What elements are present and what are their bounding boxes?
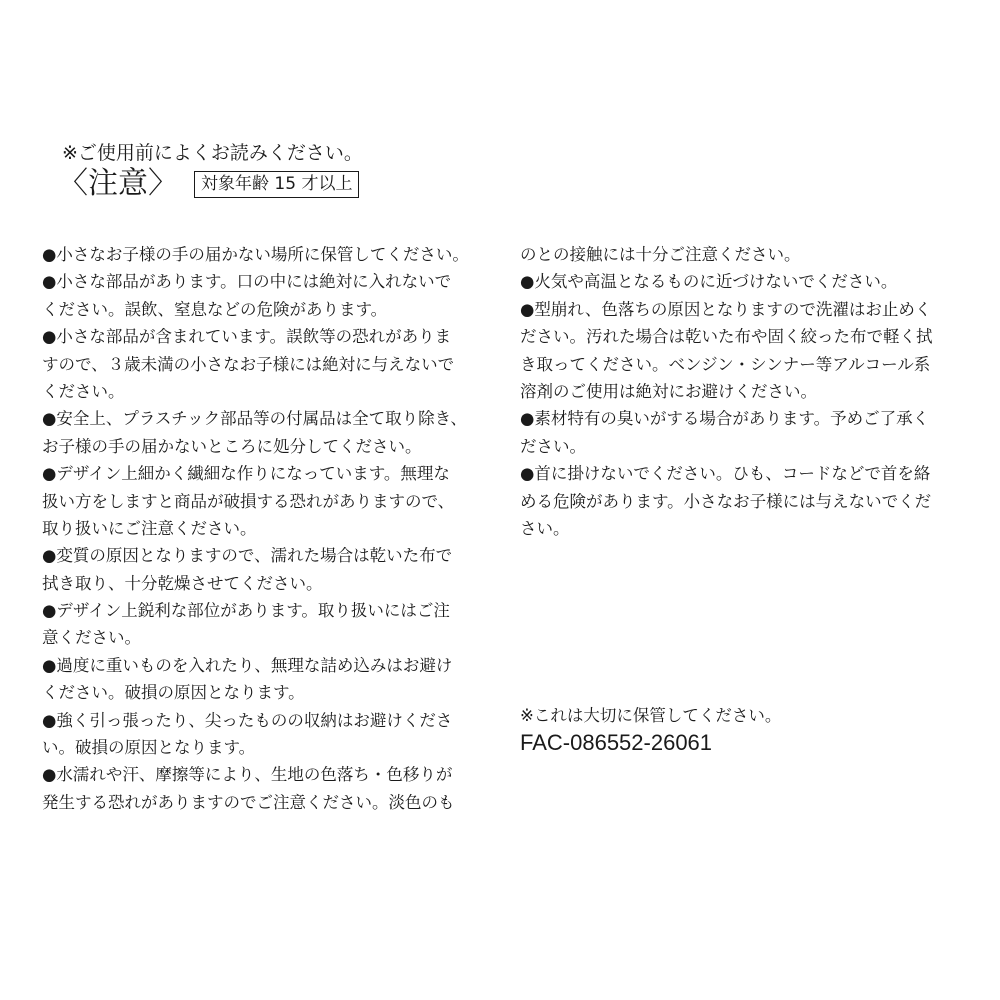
- caution-line: ください。破損の原因となります。: [42, 683, 305, 703]
- caution-heading: 〈注意〉: [58, 166, 178, 201]
- caution-line: ●首に掛けないでください。ひも、コードなどで首を絡: [520, 464, 931, 484]
- caution-line: ●過度に重いものを入れたり、無理な詰め込みはお避け: [42, 655, 453, 675]
- caution-line: ●変質の原因となりますので、濡れた場合は乾いた布で: [42, 546, 453, 566]
- caution-line: ●素材特有の臭いがする場合があります。予めご了承く: [520, 409, 930, 429]
- caution-line: ●水濡れや汗、摩擦等により、生地の色落ち・色移りが: [42, 765, 453, 785]
- caution-line: 拭き取り、十分乾燥させてください。: [42, 573, 323, 593]
- caution-line: ●火気や高温となるものに近づけないでください。: [520, 272, 898, 292]
- caution-line: める危険があります。小さなお子様には与えないでくだ: [520, 491, 932, 511]
- caution-line: お子様の手の届かないところに処分してください。: [42, 436, 422, 456]
- keep-safe-note: ※これは大切に保管してください。: [520, 706, 782, 725]
- caution-line: ●小さな部品が含まれています。誤飲等の恐れがありま: [42, 327, 452, 347]
- caution-line: い。破損の原因となります。: [42, 738, 256, 758]
- caution-right-column: [520, 241, 950, 542]
- caution-line: ださい。汚れた場合は乾いた布や固く絞った布で軽く拭: [520, 327, 933, 347]
- caution-line: き取ってください。ベンジン・シンナー等アルコール系: [520, 354, 931, 374]
- product-code: FAC-086552-26061: [520, 730, 713, 755]
- read-before-use-note: ※ご使用前によくお読みください。: [62, 142, 363, 164]
- caution-line: 扱い方をしますと商品が破損する恐れがありますので、: [42, 491, 455, 511]
- caution-line: ください。: [42, 381, 125, 401]
- caution-line: ●デザイン上鋭利な部位があります。取り扱いにはご注: [42, 601, 450, 621]
- caution-line: ●安全上、プラスチック部品等の付属品は全て取り除き、: [42, 409, 467, 429]
- caution-line: のとの接触には十分ご注意ください。: [520, 245, 801, 264]
- caution-line: ●デザイン上細かく繊細な作りになっています。無理な: [42, 464, 450, 484]
- caution-line: 溶剤のご使用は絶対にお避けください。: [520, 381, 817, 401]
- caution-line: ●型崩れ、色落ちの原因となりますので洗濯はお止めく: [520, 299, 932, 319]
- target-age-badge: 対象年齢 15 才以上: [194, 171, 359, 198]
- caution-heading-row: [58, 164, 359, 204]
- caution-line: 取り扱いにご注意ください。: [42, 518, 257, 538]
- caution-line: ださい。: [520, 436, 586, 456]
- caution-line: すので、３歳未満の小さなお子様には絶対に与えないで: [42, 354, 455, 374]
- caution-line: 発生する恐れがありますのでご注意ください。淡色のも: [42, 792, 455, 812]
- caution-line: ●小さな部品があります。口の中には絶対に入れないで: [42, 272, 452, 292]
- caution-line: 意ください。: [42, 628, 141, 648]
- caution-line: ●小さなお子様の手の届かない場所に保管してください。: [42, 245, 469, 264]
- caution-line: ●強く引っ張ったり、尖ったものの収納はお避けくださ: [42, 710, 453, 730]
- caution-line: ください。誤飲、窒息などの危険があります。: [42, 299, 388, 319]
- caution-left-column: [42, 241, 482, 816]
- caution-line: さい。: [520, 518, 570, 538]
